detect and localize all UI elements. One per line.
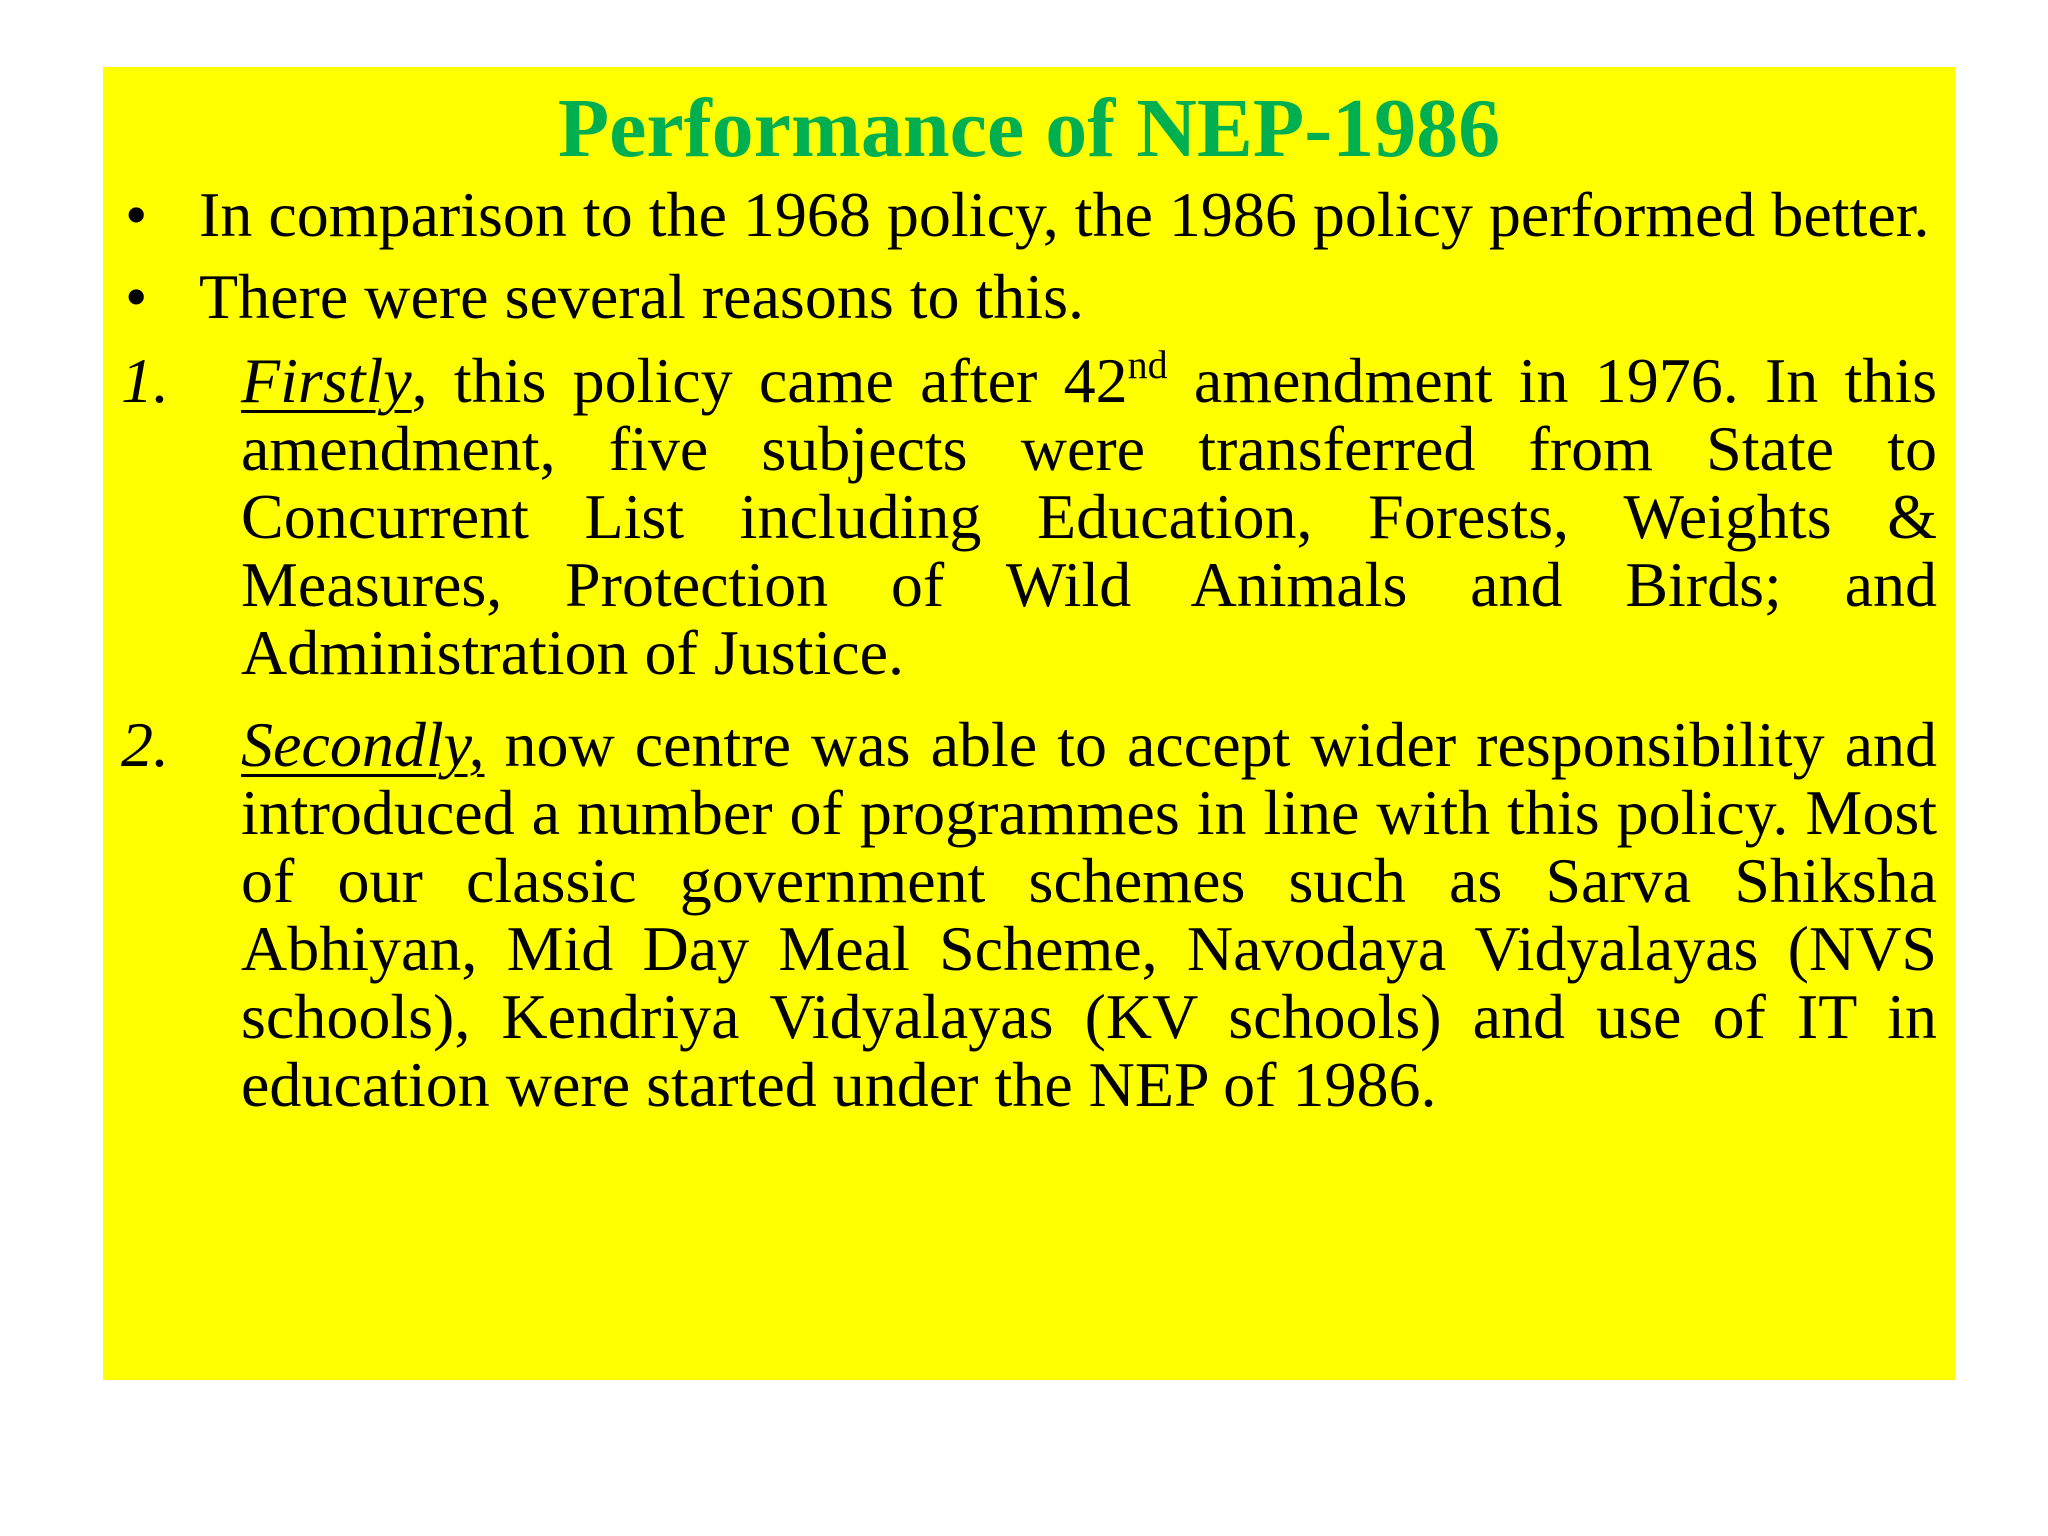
bullet-text: In comparison to the 1968 policy, the 1986 policy performed better.: [199, 179, 1930, 250]
superscript: nd: [1127, 342, 1168, 387]
numbered-point: [121, 342, 1938, 688]
slide-body: [121, 181, 1937, 1119]
bullet-marker: •: [125, 179, 148, 250]
bullet-item: [121, 181, 1937, 249]
slide-title: Performance of NEP-1986: [557, 82, 1501, 175]
point-lead: Secondly,: [241, 709, 485, 780]
point-text: now centre was able to accept wider responsibility and introduced a number of programmes in line with this policy. Most of our classic government schemes such as Sarva Shiksha Abhiyan, Mid Day Meal Scheme, Navodaya Vidyalayas (NVS schools), Kendriya Vidyalayas (KV schools) and use of IT in education were started under the NEP of 1986.: [241, 709, 1937, 1120]
bullet-marker: •: [125, 261, 148, 332]
point-lead: Firstly: [241, 345, 412, 416]
bullet-text: There were several reasons to this.: [199, 261, 1084, 332]
numbered-point: [121, 711, 1937, 1119]
point-text: , this policy came after 42: [411, 345, 1128, 416]
point-number: 1.: [121, 345, 169, 416]
bullet-item: [121, 263, 1937, 331]
point-number: 2.: [121, 709, 169, 780]
slide-panel: [103, 67, 1955, 1380]
point-text: amendment in 1976. In this amendment, five subjects were transferred from State to Concurrent List including Education, Forests, Weights & Measures, Protection of Wild Animals and Birds; and Administration of Justice.: [241, 345, 1938, 688]
